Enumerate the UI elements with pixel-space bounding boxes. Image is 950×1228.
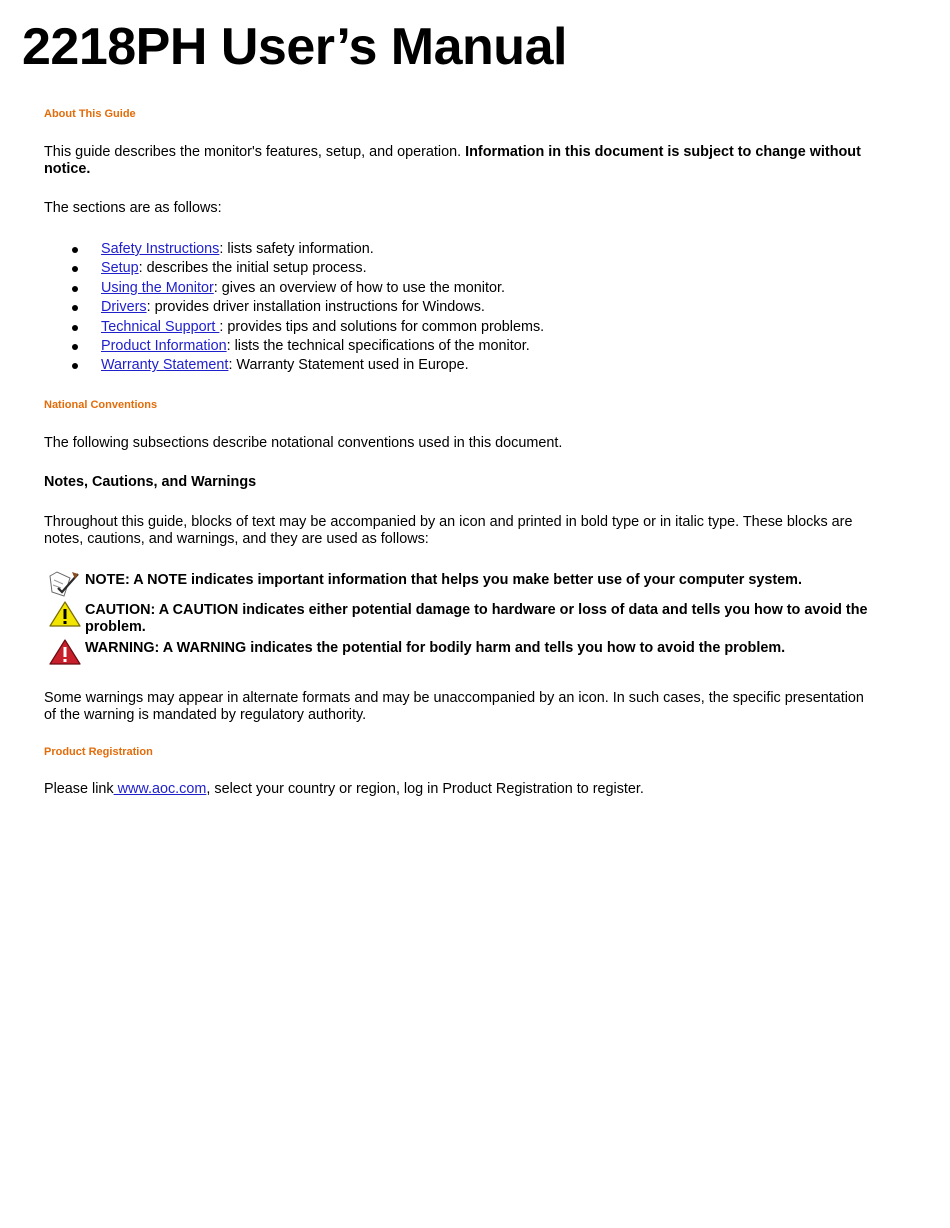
sections-list: [44, 241, 544, 377]
list-item: [44, 280, 544, 299]
national-conventions-heading: National Conventions: [44, 399, 158, 411]
document-title: 2218PH User’s Manual: [22, 18, 567, 76]
bullet-icon: [72, 266, 78, 272]
bullet-icon: [72, 325, 78, 331]
list-item: [44, 338, 544, 357]
aoc-website-link[interactable]: www.aoc.com: [113, 781, 207, 797]
note-pencil-icon: [48, 570, 82, 598]
link-warranty-statement[interactable]: Warranty Statement: [101, 357, 229, 374]
warnings-closing: Some warnings may appear in alternate formats and may be unaccompanied by an icon. In such cases, the specific presentation of the warning is mandated by regulatory authority.: [44, 690, 864, 723]
link-setup[interactable]: Setup: [101, 260, 139, 277]
list-item: [44, 299, 544, 318]
link-drivers[interactable]: Drivers: [101, 299, 147, 316]
caution-triangle-icon: [48, 600, 82, 628]
bullet-icon: [72, 286, 78, 292]
notes-cautions-warnings-heading: Notes, Cautions, and Warnings: [44, 474, 257, 490]
note-text: NOTE: A NOTE indicates important information that helps you make better use of your computer system.: [85, 572, 802, 588]
bullet-icon: [72, 247, 78, 253]
registration-paragraph: [44, 781, 879, 798]
bullet-icon: [72, 344, 78, 350]
list-item-desc: : provides tips and solutions for common problems.: [219, 318, 545, 335]
about-guide-heading: About This Guide: [44, 108, 136, 120]
list-item: [44, 319, 544, 338]
sections-intro: The sections are as follows:: [44, 200, 222, 216]
about-intro-bold: Information in this document is subject to change without notice.: [44, 144, 861, 177]
registration-prefix: Please link: [44, 781, 114, 797]
product-registration-heading: Product Registration: [44, 746, 153, 758]
list-item-desc: : gives an overview of how to use the monitor.: [213, 279, 505, 296]
about-intro: [44, 144, 879, 177]
link-using-the-monitor[interactable]: Using the Monitor: [101, 279, 214, 296]
registration-suffix: , select your country or region, log in Product Registration to register.: [206, 781, 644, 797]
list-item: [44, 357, 544, 376]
list-item: [44, 241, 544, 260]
caution-text: CAUTION: A CAUTION indicates either potential damage to hardware or loss of data and tells you how to avoid the problem.: [85, 602, 868, 635]
about-intro-text: This guide describes the monitor's features, setup, and operation.: [44, 144, 466, 160]
list-item: [44, 260, 544, 279]
list-item-desc: : provides driver installation instructions for Windows.: [146, 299, 485, 316]
link-technical-support[interactable]: Technical Support: [101, 318, 220, 335]
list-item-desc: : lists safety information.: [219, 241, 374, 257]
list-item-desc: : Warranty Statement used in Europe.: [228, 357, 469, 374]
warning-triangle-icon: [48, 638, 82, 666]
link-safety-instructions[interactable]: Safety Instructions: [101, 241, 220, 257]
list-item-desc: : lists the technical specifications of the monitor.: [226, 337, 530, 354]
warning-text: WARNING: A WARNING indicates the potential for bodily harm and tells you how to avoid the problem.: [85, 640, 786, 656]
conventions-intro: The following subsections describe notational conventions used in this document.: [44, 435, 563, 451]
list-item-desc: : describes the initial setup process.: [138, 260, 367, 277]
bullet-icon: [72, 305, 78, 311]
conventions-paragraph: Throughout this guide, blocks of text may be accompanied by an icon and printed in bold type or in italic type. These blocks are notes, cautions, and warnings, and they are used as follows:: [44, 514, 853, 547]
bullet-icon: [72, 363, 78, 369]
link-product-information[interactable]: Product Information: [101, 337, 227, 354]
